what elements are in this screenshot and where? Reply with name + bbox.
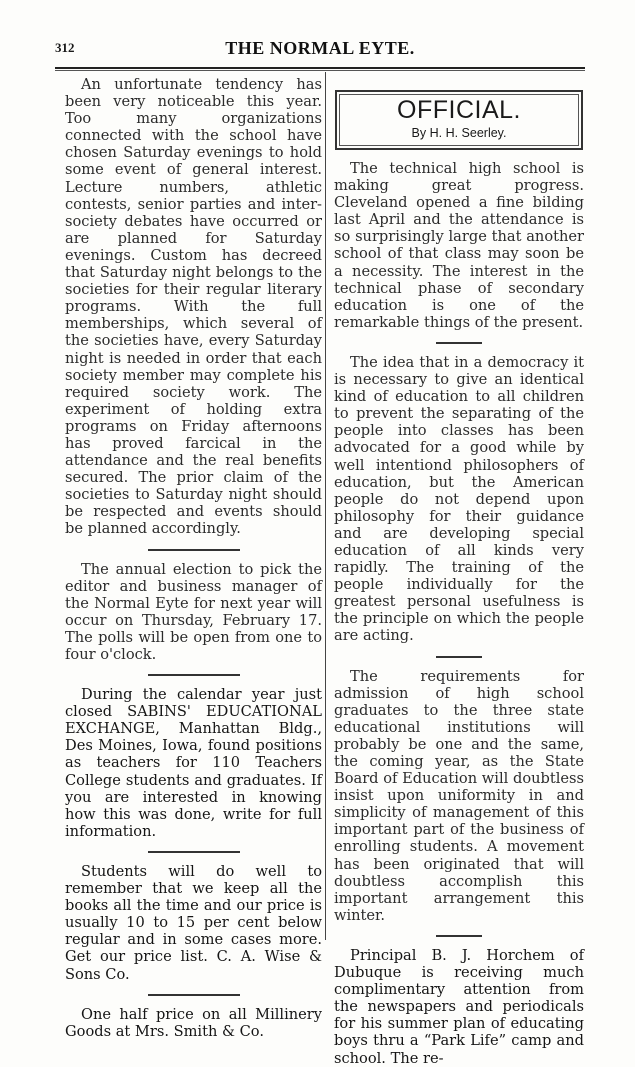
article-admission-requirements: The requirements for admission of high school graduates to the three state educational institutions will probably be one and the same, the coming year, as the State Board of Education will doubtless insist upon uniformity in and simplicity of management of this important part of the business of enrolling students. A movement has been originated that will doubtless accomplish this important arrangement this winter. — [334, 667, 584, 924]
article-annual-election: The annual election to pick the editor and business manager of the Normal Eyte for next year will occur on Thursday, February 17. The polls will be open from one to four o'clock. — [65, 560, 322, 663]
ad-wise-sons: Students will do well to remember that we keep all the books all the time and our price is usually 10 to 15 per cent below regular and in some cases more. Get our price list. C. A. Wise & Sons Co. — [65, 862, 322, 983]
article-separator — [436, 656, 482, 658]
article-technical-high-school: The technical high school is making great progress. Cleveland opened a fine bilding last April and the attendance is so surprisingly large that another school of that class may soon be a necessity. The interest in the technical phase of secondary education is one of the remarkable things of the present. — [334, 160, 584, 331]
article-separator — [148, 674, 240, 676]
official-byline: By H. H. Seerley. — [411, 126, 507, 140]
article-separator — [436, 935, 482, 937]
ad-sabins-exchange: During the calendar year just closed SABINS' EDUCATIONAL EXCHANGE, Manhattan Bldg., Des Moines, Iowa, found positions as teachers for 110 Teachers College students and graduates. If you are interested in knowing how this was done, write for full information. — [65, 686, 322, 840]
left-column — [65, 76, 322, 1040]
official-title: OFFICIAL. — [397, 96, 521, 124]
article-saturday-events: An unfortunate tendency has been very noticeable this year. Too many organizations connected with the school have chosen Saturday evenings to hold some event of general interest. Lecture numbers, athletic contests, senior parties and inter-society debates have occurred or are planned for Saturday evenings. Custom has decreed that Saturday night belongs to the societies for their regular literary programs. With the full memberships, which several of the societies have, every Saturday night is needed in order that each society member may complete his required society work. The experiment of holding extra programs on Friday afternoons has proved farcical in the attendance and the real benefits secured. The prior claim of the societies to Saturday night should be respected and events should be planned accordingly. — [65, 76, 322, 538]
article-separator — [148, 994, 240, 996]
ad-millinery: One half price on all Millinery Goods at Mrs. Smith & Co. — [65, 1005, 322, 1040]
right-column — [334, 160, 584, 1067]
article-democracy-education: The idea that in a democracy it is necessary to give an identical kind of education to all children to prevent the separating of the people into classes has been advocated for a good while by well intentiond philosophers of education, but the American people do not depend upon philosophy for their guidance and are developing special education of all kinds very rapidly. The training of the people individually for the greatest personal usefulness is the principle on which the people are acting. — [334, 353, 584, 645]
header-rule-thin — [55, 70, 585, 71]
official-heading-box — [335, 90, 583, 150]
column-divider — [325, 72, 326, 940]
article-separator — [148, 549, 240, 551]
page-number: 312 — [55, 40, 75, 55]
publication-title: THE NORMAL EYTE. — [225, 38, 415, 58]
header-rule — [55, 67, 585, 69]
article-separator — [148, 851, 240, 853]
article-principal-horchem: Principal B. J. Horchem of Dubuque is receiving much complimentary attention from the newspapers and periodicals for his summer plan of educating boys thru a “Park Life” camp and school. The re- — [334, 946, 584, 1067]
article-separator — [436, 342, 482, 344]
